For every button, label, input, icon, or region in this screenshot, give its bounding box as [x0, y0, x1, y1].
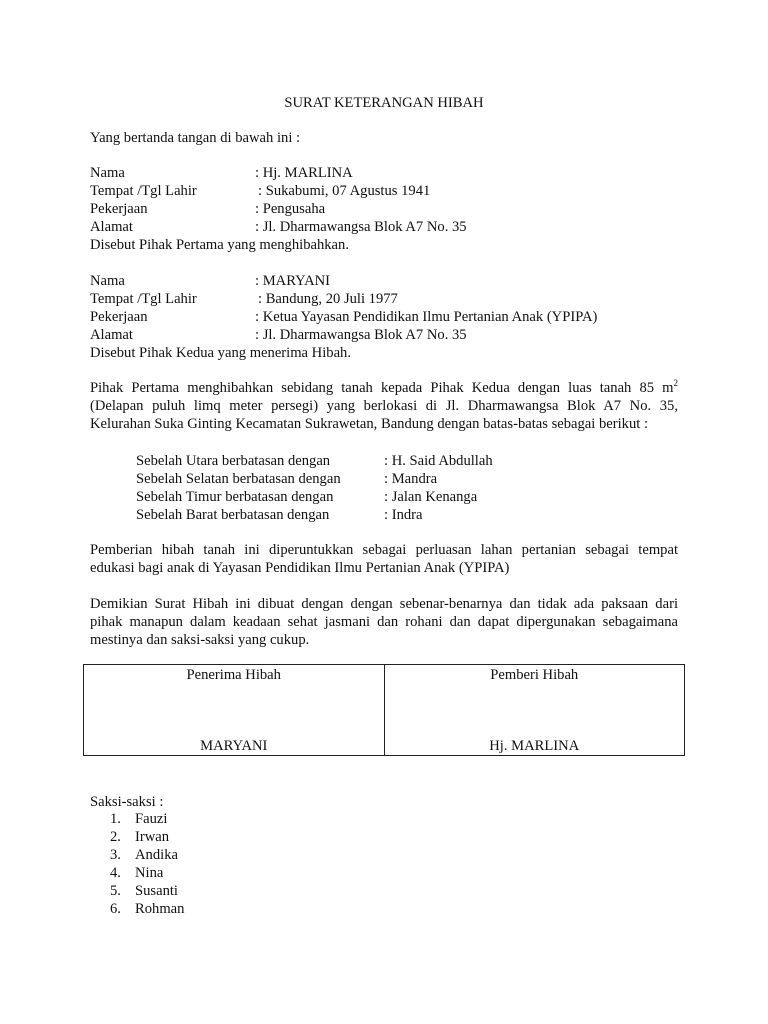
paragraph-line: Pemberian hibah tanah ini diperuntukkan sebagai perluasan lahan pertanian sebagai tempat	[90, 542, 678, 558]
field-label: Pekerjaan	[90, 309, 148, 325]
document-title: SURAT KETERANGAN HIBAH	[284, 95, 484, 111]
second-party-section	[90, 272, 690, 362]
boundary-label: Sebelah Selatan berbatasan dengan	[136, 471, 341, 487]
paragraph-line: mestinya dan saksi-saksi yang cukup.	[90, 632, 310, 648]
field-label: Nama	[90, 273, 125, 289]
field-value: : Jl. Dharmawangsa Blok A7 No. 35	[255, 219, 467, 235]
grantor-name: Hj. MARLINA	[489, 738, 580, 754]
list-number: 4.	[110, 865, 121, 881]
boundary-east-row	[136, 488, 556, 506]
grant-paragraph	[90, 379, 678, 433]
paragraph-line: edukasi bagi anak di Yayasan Pendidikan Ilmu Pertanian Anak (YPIPA)	[90, 560, 510, 576]
second-party-name-row	[90, 272, 690, 290]
first-party-section	[90, 164, 690, 254]
list-number: 6.	[110, 901, 121, 917]
list-number: 2.	[110, 829, 121, 845]
field-value: : Ketua Yayasan Pendidikan Ilmu Pertanian Anak (YPIPA)	[255, 309, 598, 325]
closing-paragraph	[90, 595, 678, 649]
second-party-caption	[90, 344, 690, 362]
second-party-job-row	[90, 308, 690, 326]
witness-name: Fauzi	[135, 811, 168, 827]
second-party-address-row	[90, 326, 690, 344]
first-party-birth-row	[90, 182, 690, 200]
caption-text: Disebut Pihak Kedua yang menerima Hibah.	[90, 345, 351, 361]
witness-name: Nina	[135, 865, 164, 881]
field-label: Alamat	[90, 327, 133, 343]
boundary-label: Sebelah Barat berbatasan dengan	[136, 507, 330, 523]
paragraph-line: pihak manapun dalam keadaan sehat jasmani dan rohani dan dapat dipergunakan sebagaimana	[90, 614, 678, 630]
witnesses-heading: Saksi-saksi :	[90, 794, 164, 810]
field-value: : Pengusaha	[255, 201, 326, 217]
paragraph-line	[90, 379, 678, 397]
witness-name: Andika	[135, 847, 178, 863]
intro-text: Yang bertanda tangan di bawah ini :	[90, 130, 301, 146]
boundary-label: Sebelah Utara berbatasan dengan	[136, 453, 331, 469]
field-label: Nama	[90, 165, 125, 181]
second-party-birth-row	[90, 290, 690, 308]
list-number: 1.	[110, 811, 121, 827]
caption-text: Disebut Pihak Pertama yang menghibahkan.	[90, 237, 349, 253]
boundary-value: : Jalan Kenanga	[384, 489, 478, 505]
paragraph-line: (Delapan puluh limq meter persegi) yang berlokasi di Jl. Dharmawangsa Blok A7 No. 35,	[90, 398, 678, 414]
grantor-signature-cell	[384, 665, 685, 755]
first-party-address-row	[90, 218, 690, 236]
paragraph-text: Pihak Pertama menghibahkan sebidang tanah kepada Pihak Kedua dengan luas tanah 85 m	[90, 380, 674, 396]
first-party-job-row	[90, 200, 690, 218]
boundary-west-row	[136, 506, 556, 524]
grantor-caption: Pemberi Hibah	[490, 667, 579, 683]
field-value: : Hj. MARLINA	[255, 165, 353, 181]
witness-name: Rohman	[135, 901, 185, 917]
recipient-caption: Penerima Hibah	[186, 667, 281, 683]
boundary-south-row	[136, 470, 556, 488]
purpose-paragraph	[90, 541, 678, 577]
boundary-value: : Indra	[384, 507, 423, 523]
boundary-label: Sebelah Timur berbatasan dengan	[136, 489, 334, 505]
superscript: 2	[673, 378, 678, 388]
boundaries-list	[136, 452, 556, 524]
field-label: Tempat /Tgl Lahir	[90, 183, 197, 199]
first-party-caption	[90, 236, 690, 254]
boundary-north-row	[136, 452, 556, 470]
recipient-name: MARYANI	[200, 738, 268, 754]
list-number: 5.	[110, 883, 121, 899]
boundary-value: : H. Said Abdullah	[384, 453, 493, 469]
boundary-value: : Mandra	[384, 471, 438, 487]
list-number: 3.	[110, 847, 121, 863]
field-label: Tempat /Tgl Lahir	[90, 291, 197, 307]
field-value: : Jl. Dharmawangsa Blok A7 No. 35	[255, 327, 467, 343]
witness-name: Susanti	[135, 883, 178, 899]
recipient-signature-cell	[84, 665, 384, 755]
paragraph-line: Kelurahan Suka Ginting Kecamatan Sukrawetan, Bandung dengan batas-batas sebagai berikut :	[90, 416, 649, 432]
field-value: : Sukabumi, 07 Agustus 1941	[258, 183, 431, 199]
first-party-name-row	[90, 164, 690, 182]
field-label: Pekerjaan	[90, 201, 148, 217]
field-label: Alamat	[90, 219, 133, 235]
paragraph-line: Demikian Surat Hibah ini dibuat dengan dengan sebenar-benarnya dan tidak ada paksaan dari	[90, 596, 678, 612]
witness-name: Irwan	[135, 829, 170, 845]
field-value: : Bandung, 20 Juli 1977	[258, 291, 398, 307]
signature-table	[83, 664, 685, 756]
field-value: : MARYANI	[255, 273, 331, 289]
